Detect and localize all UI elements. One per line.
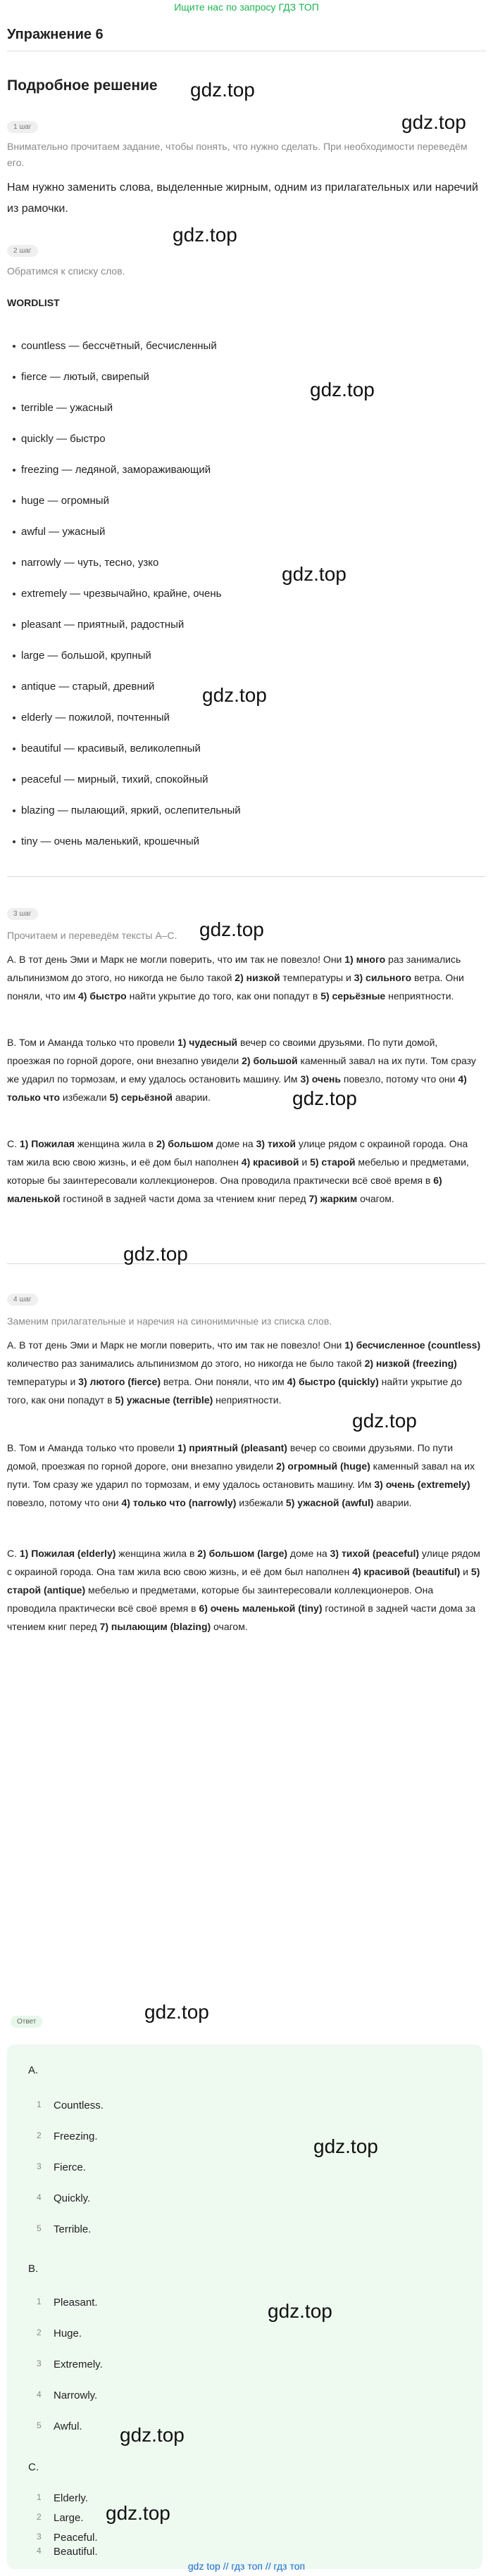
- watermark: gdz.top: [352, 1410, 417, 1432]
- step1-note: Внимательно прочитаем задание, чтобы понять, что нужно сделать. При необходимости переведём его.: [7, 141, 468, 168]
- wordlist-item: blazing — пылающий, яркий, ослепительный: [21, 804, 241, 818]
- watermark: gdz.top: [282, 563, 347, 585]
- step-badge-2: 2 шаг: [7, 245, 38, 257]
- wordlist-item: peaceful — мирный, тихий, спокойный: [21, 773, 208, 787]
- watermark: gdz.top: [173, 224, 237, 246]
- watermark: gdz.top: [292, 1087, 357, 1109]
- wordlist-item: extremely — чрезвычайно, крайне, очень: [21, 587, 222, 601]
- answer-badge: Ответ: [11, 2016, 42, 2028]
- wordlist-title: WORDLIST: [7, 297, 60, 308]
- step3-text-c: C. 1) Пожилая женщина жила в 2) большом доме на 3) тихой улице рядом с окраиной города. Она там жила всю свою жизнь, и её дом был наполнен 4) красивой и 5) старой мебелью и предметами, которые бы заинтересовали коллекционеров. Она проводила практически всё своё время в 6) маленькой гостиной в задней части дома за чтением книг перед 7) жарким очагом.: [7, 1138, 469, 1204]
- step3-text-a: A. В тот день Эми и Марк не могли поверить, что им так не повезло! Они 1) много раз занимались альпинизмом до этого, но никогда не было такой 2) низкой температуры и 3) сильного ветра. Они поняли, что им 4) быстро найти укрытие до того, как они попадут в 5) серьёзные неприятности.: [7, 954, 464, 1002]
- watermark: gdz.top: [310, 379, 375, 400]
- wordlist-item: antique — старый, древний: [21, 680, 154, 694]
- step4-text-b: B. Том и Аманда только что провели 1) приятный (pleasant) вечер со своими друзьями. По пути домой, проезжая по горной дороге, они внезапно увидели 2) огромный (huge) каменный завал на их пути. Том сразу же ударил по тормозам, и ему удалось остановить машину. Им 3) очень (extremely) повезло, потому что они 4) только что (narrowly) избежали 5) ужасной (awful) аварии.: [7, 1442, 475, 1508]
- step1-text: Нам нужно заменить слова, выделенные жирным, одним из прилагательных или наречий из рамочки.: [7, 182, 478, 215]
- footer-links[interactable]: gdz top // гдз топ // гдз топ: [187, 2561, 306, 2572]
- solution-subtitle: Подробное решение: [7, 77, 158, 94]
- watermark: gdz.top: [123, 1243, 188, 1265]
- step3-text-b: B. Том и Аманда только что провели 1) чудесный вечер со своими друзьями. По пути домой, проезжая по горной дороге, они внезапно увидели 2) большой каменный завал на их пути. Том сразу же ударил по тормозам, и ему удалось остановить машину. Им 3) очень повезло, потому что они 4) только что избежали 5) серьёзной аварии.: [7, 1037, 476, 1103]
- promo-link[interactable]: Ищите нас по запросу ГДЗ ТОП: [174, 1, 319, 13]
- wordlist-item: pleasant — приятный, радостный: [21, 618, 184, 632]
- step4-note: Заменим прилагательные и наречия на синонимичные из списка слов.: [7, 1315, 332, 1327]
- watermark: gdz.top: [199, 918, 264, 940]
- watermark: gdz.top: [313, 2135, 378, 2157]
- watermark: gdz.top: [106, 2502, 170, 2524]
- exercise-title: Упражнение 6: [7, 27, 104, 42]
- answer-box: A. 1 Countless. 2 Freezing. 3 Fierce. 4 Quickly. 5 Terrible. B. 1 Pleasant. 2 Huge. 3 Extremely. 4 Narrowly. 5 Awful. C. 1 Elderly. 2 Large. 3 Peaceful. 4 Beautiful.: [7, 2045, 482, 2569]
- answer-group-head: C.: [28, 2461, 39, 2473]
- wordlist-item: awful — ужасный: [21, 525, 105, 539]
- step-badge-4: 4 шаг: [7, 1294, 38, 1306]
- wordlist-item: large — большой, крупный: [21, 649, 151, 663]
- wordlist-item: huge — огромный: [21, 494, 109, 508]
- step-badge-1: 1 шаг: [7, 121, 38, 133]
- wordlist-item: fierce — лютый, свирепый: [21, 370, 149, 384]
- wordlist-item: narrowly — чуть, тесно, узко: [21, 556, 158, 570]
- step-badge-3: 3 шаг: [7, 908, 38, 920]
- watermark: gdz.top: [401, 111, 466, 133]
- wordlist-item: beautiful — красивый, великолепный: [21, 742, 201, 756]
- step2-note: Обратимся к списку слов.: [7, 265, 125, 277]
- step4-text-c: C. 1) Пожилая (elderly) женщина жила в 2) большом (large) доме на 3) тихой (peaceful) улице рядом с окраиной города. Она там жила всю свою жизнь, и её дом был наполнен 4) красивой (beautiful) и 5) старой (antique) мебелью и предметами, которые бы заинтересовали коллекционеров. Она проводила практически всё своё время в 6) очень маленькой (tiny) гостиной в задней части дома за чтением книг перед 7) пылающим (blazing) очагом.: [7, 1548, 480, 1632]
- step3-note: Прочитаем и переведём тексты A–C.: [7, 930, 177, 941]
- answer-group-head: B.: [28, 2263, 39, 2275]
- watermark: gdz.top: [144, 2001, 209, 2023]
- watermark: gdz.top: [190, 79, 255, 101]
- wordlist-item: terrible — ужасный: [21, 401, 113, 415]
- wordlist-item: countless — бессчётный, бесчисленный: [21, 339, 217, 353]
- divider: [7, 876, 486, 877]
- wordlist-item: freezing — ледяной, замораживающий: [21, 463, 211, 477]
- step4-text-a: A. В тот день Эми и Марк не могли поверить, что им так не повезло! Они 1) бесчисленное (countless) количество раз занимались альпинизмом до этого, но никогда не было такой 2) низкой (freezing) температуры и 3) лютого (fierce) ветра. Они поняли, что им 4) быстро (quickly) найти укрытие до того, как они попадут в 5) ужасные (terrible) неприятности.: [7, 1339, 481, 1406]
- wordlist-item: quickly — быстро: [21, 432, 106, 446]
- divider: [7, 1263, 486, 1264]
- watermark: gdz.top: [120, 2424, 185, 2446]
- watermark: gdz.top: [202, 684, 267, 706]
- watermark: gdz.top: [268, 2300, 332, 2322]
- wordlist-item: elderly — пожилой, почтенный: [21, 711, 170, 725]
- answer-group-head: A.: [28, 2064, 39, 2076]
- wordlist-item: tiny — очень маленький, крошечный: [21, 835, 199, 849]
